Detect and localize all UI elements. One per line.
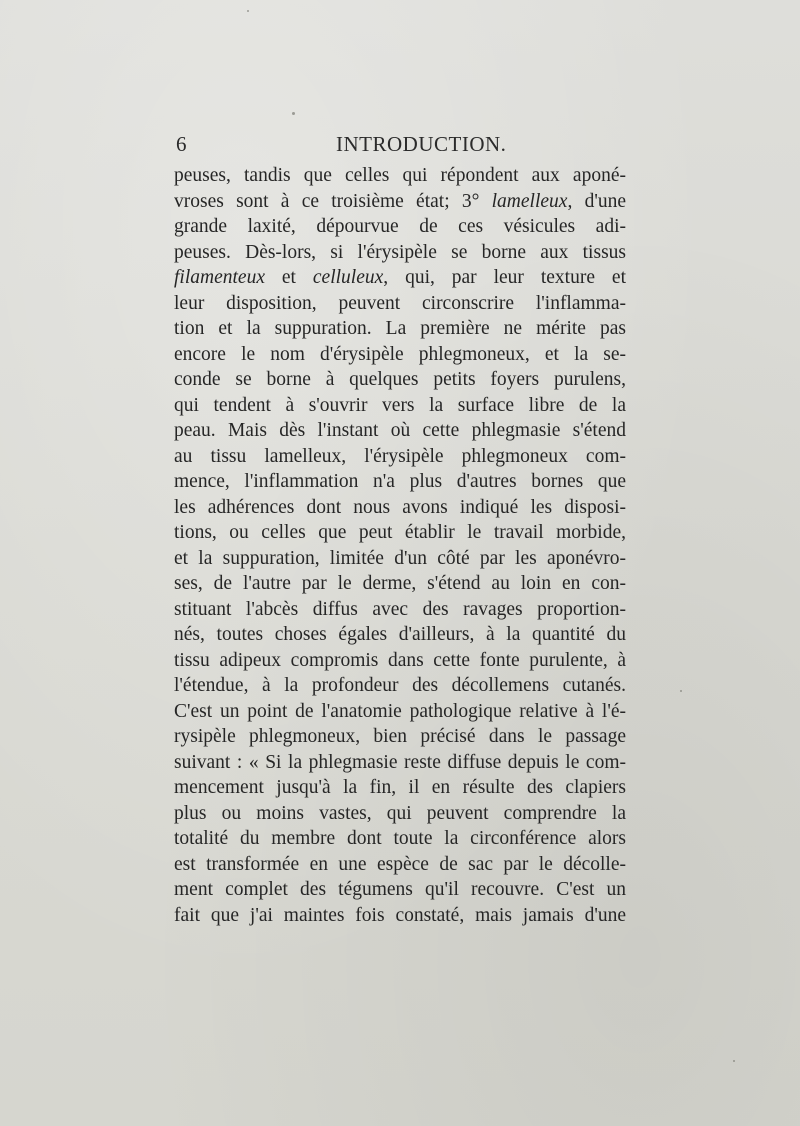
text-segment: rysipèle phlegmoneux, bien précisé dans le passage bbox=[174, 726, 626, 747]
text-line bbox=[174, 265, 626, 291]
text-line bbox=[174, 699, 626, 725]
text-segment: totalité du membre dont toute la circonférence alors bbox=[174, 828, 626, 849]
page-header bbox=[176, 130, 626, 158]
text-segment: mence, l'inflammation n'a plus d'autres bornes que bbox=[174, 471, 626, 492]
text-line bbox=[174, 775, 626, 801]
text-segment: plus ou moins vastes, qui peuvent comprendre la bbox=[174, 802, 626, 824]
text-segment: encore le nom d'érysipèle phlegmoneux, et la se- bbox=[174, 343, 626, 365]
text-line bbox=[174, 163, 626, 189]
text-line bbox=[174, 903, 626, 929]
page-number: 6 bbox=[176, 132, 187, 156]
text-segment: nés, toutes choses égales d'ailleurs, à la quantité du bbox=[174, 624, 626, 645]
text-line bbox=[174, 597, 626, 623]
body-text bbox=[174, 163, 626, 928]
running-head: INTRODUCTION. bbox=[336, 132, 507, 156]
paper-speck bbox=[247, 10, 249, 12]
text-line bbox=[174, 189, 626, 215]
text-segment: tissu adipeux compromis dans cette fonte purulente, à bbox=[174, 649, 626, 671]
text-line bbox=[174, 852, 626, 878]
text-line bbox=[174, 648, 626, 674]
text-line bbox=[174, 342, 626, 368]
text-segment: , qui, par leur texture et bbox=[383, 267, 626, 288]
text-line bbox=[174, 393, 626, 419]
italic-term: celluleux bbox=[312, 267, 384, 288]
text-segment: leur disposition, peuvent circonscrire l'inflamma- bbox=[174, 292, 626, 314]
text-segment: grande laxité, dépourvue de ces vésicules adi- bbox=[174, 216, 626, 237]
text-line bbox=[174, 750, 626, 776]
text-segment: tions, ou celles que peut établir le travail morbide, bbox=[174, 522, 626, 543]
text-line bbox=[174, 673, 626, 699]
text-segment: vroses sont à ce troisième état; 3° bbox=[174, 190, 492, 212]
text-line bbox=[174, 546, 626, 572]
text-segment: l'étendue, à la profondeur des décollemens cutanés. bbox=[174, 675, 626, 696]
text-segment: conde se borne à quelques petits foyers purulens, bbox=[174, 369, 626, 390]
text-line bbox=[174, 724, 626, 750]
text-line bbox=[174, 520, 626, 546]
text-line bbox=[174, 214, 626, 240]
text-segment: ment complet des tégumens qu'il recouvre. C'est un bbox=[174, 879, 626, 900]
text-line bbox=[174, 571, 626, 597]
text-segment: suivant : « Si la phlegmasie reste diffuse depuis le com- bbox=[174, 751, 626, 773]
text-segment: qui tendent à s'ouvrir vers la surface libre de la bbox=[174, 394, 626, 416]
text-segment: mencement jusqu'à la fin, il en résulte des clapiers bbox=[174, 777, 626, 798]
text-segment: et la suppuration, limitée d'un côté par les aponévro- bbox=[174, 547, 626, 569]
text-segment: C'est un point de l'anatomie pathologique relative à l'é- bbox=[174, 700, 626, 722]
text-segment: au tissu lamelleux, l'érysipèle phlegmoneux com- bbox=[174, 445, 626, 467]
text-line bbox=[174, 801, 626, 827]
text-segment: peuses. Dès-lors, si l'érysipèle se borne aux tissus bbox=[174, 241, 626, 263]
text-line bbox=[174, 367, 626, 393]
text-line bbox=[174, 826, 626, 852]
italic-term: filamenteux bbox=[174, 267, 265, 288]
text-line bbox=[174, 622, 626, 648]
text-segment: peuses, tandis que celles qui répondent aux aponé- bbox=[174, 165, 626, 186]
text-segment: et bbox=[264, 267, 313, 288]
text-segment: tion et la suppuration. La première ne mérite pas bbox=[174, 318, 626, 339]
text-line bbox=[174, 240, 626, 266]
paper-speck bbox=[292, 112, 295, 115]
paper-speck bbox=[733, 1060, 735, 1062]
text-line bbox=[174, 877, 626, 903]
text-segment: est transformée en une espèce de sac par le décolle- bbox=[174, 853, 626, 875]
text-line bbox=[174, 316, 626, 342]
text-segment: stituant l'abcès diffus avec des ravages proportion- bbox=[174, 598, 626, 620]
italic-term: lamelleux bbox=[491, 190, 568, 212]
text-segment: peau. Mais dès l'instant où cette phlegmasie s'étend bbox=[174, 420, 626, 441]
text-segment: fait que j'ai maintes fois constaté, mais jamais d'une bbox=[174, 904, 626, 926]
text-segment: ses, de l'autre par le derme, s'étend au loin en con- bbox=[174, 573, 626, 594]
text-line bbox=[174, 418, 626, 444]
text-line bbox=[174, 469, 626, 495]
text-line bbox=[174, 291, 626, 317]
text-line bbox=[174, 444, 626, 470]
paper-speck bbox=[680, 690, 682, 692]
text-segment: , d'une bbox=[567, 190, 626, 212]
text-line bbox=[174, 495, 626, 521]
text-segment: les adhérences dont nous avons indiqué les disposi- bbox=[174, 496, 626, 518]
